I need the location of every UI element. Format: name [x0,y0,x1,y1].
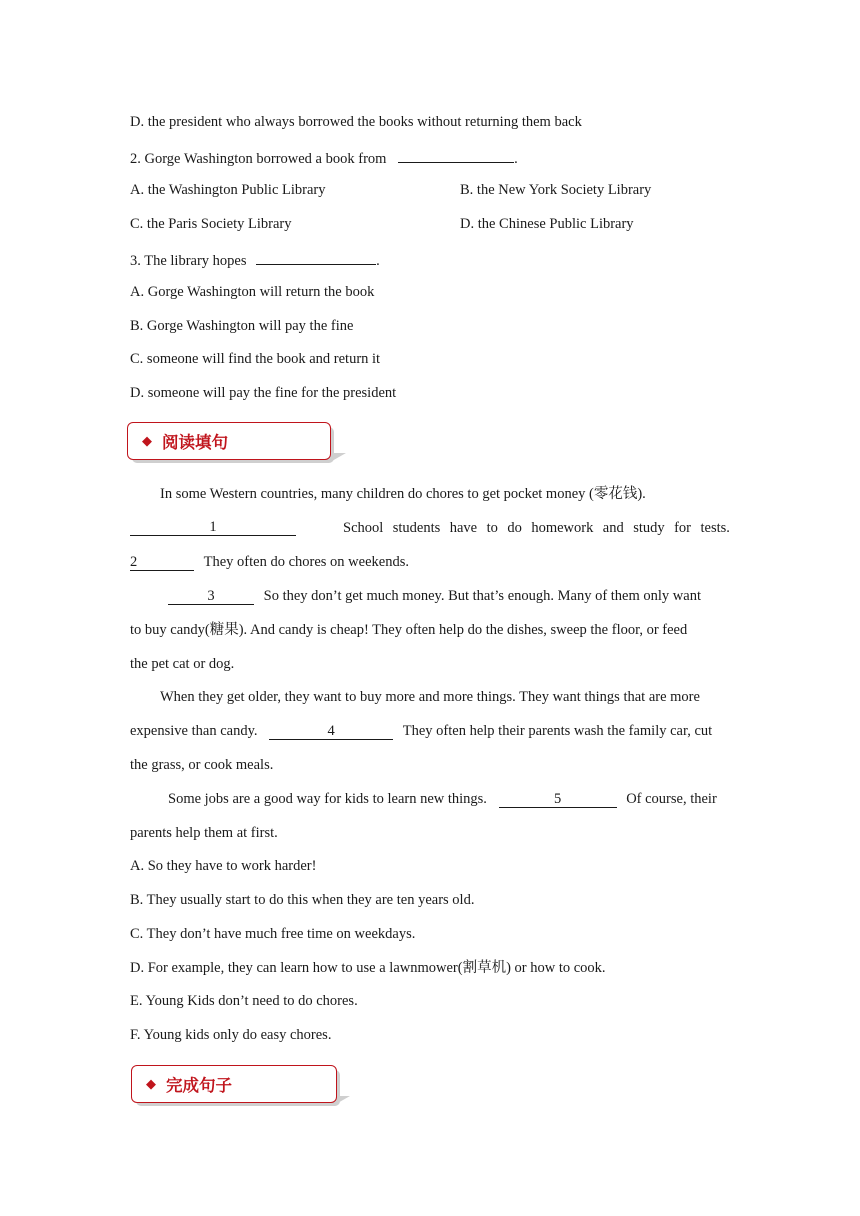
word: do [507,520,522,536]
answer-blank [398,147,514,163]
diamond-icon: ◆ [146,1076,156,1092]
passage-line-blank-2 [130,553,730,571]
word: homework [531,520,594,536]
q2-option-a: A. the Washington Public Library [130,182,326,198]
passage-text: Some jobs are a good way for kids to learn new things. [168,791,487,807]
q3-option-c: C. someone will find the book and return it [130,351,381,367]
passage-text: They often help their parents wash the family car, cut [402,723,713,739]
question-2-options-row-1 [130,181,730,199]
section-header-shadow [336,1096,350,1104]
answer-blank-2: 2 [130,554,194,571]
section-header-title: 阅读填句 [162,433,228,452]
word: study [633,520,665,536]
option-f: F. Young kids only do easy chores. [130,1027,332,1043]
passage-line: In some Western countries, many children do chores to get pocket money (零花钱). [160,486,646,502]
passage-text: So they don’t get much money. But that’s enough. Many of them only want [263,588,701,604]
question-2-options-row-2 [130,215,730,233]
option-c: C. They don’t have much free time on weekdays. [130,926,416,942]
passage-text: Of course, their [626,791,717,807]
passage-line-words [343,519,730,537]
passage-line: the pet cat or dog. [130,656,235,672]
passage-line-blank-3 [130,587,730,605]
answer-blank-1: 1 [130,519,296,536]
option-d: D. For example, they can learn how to use a lawnmower(割草机) or how to cook. [130,960,606,976]
passage-text: expensive than candy. [130,723,258,739]
diamond-icon: ◆ [142,433,152,449]
option-e: E. Young Kids don’t need to do chores. [130,993,358,1009]
option-a: A. So they have to work harder! [130,858,317,874]
passage-line-blank-5 [130,790,730,808]
q2-option-b: B. the New York Society Library [460,182,652,198]
passage-line: parents help them at first. [130,825,278,841]
word: for [674,520,692,536]
q3-option-b: B. Gorge Washington will pay the fine [130,318,354,334]
passage-text: They often do chores on weekends. [203,554,409,570]
word: have [449,520,478,536]
section-header-shadow [332,453,346,461]
word: to [486,520,498,536]
word: School [343,520,384,536]
q2-option-d: D. the Chinese Public Library [460,216,634,232]
option-b: B. They usually start to do this when they are ten years old. [130,892,475,908]
question-3-stem: 3. The library hopes [130,253,247,269]
question-2-stem: 2. Gorge Washington borrowed a book from [130,151,387,167]
answer-blank-5: 5 [499,791,617,808]
passage-line: to buy candy(糖果). And candy is cheap! They often help do the dishes, sweep the floor, or feed [130,622,688,638]
question-3-end: . [376,253,380,269]
word: students [392,520,441,536]
q1-option-d: D. the president who always borrowed the books without returning them back [130,114,582,130]
word: tests. [700,520,730,536]
question-2-end: . [514,151,518,167]
word: and [602,520,624,536]
passage-line: When they get older, they want to buy more and more things. They want things that are more [160,689,700,705]
section-header-complete-sentences [131,1065,337,1103]
answer-blank-3: 3 [168,588,254,605]
q3-option-a: A. Gorge Washington will return the book [130,284,375,300]
passage-line-blank-4 [130,722,730,740]
q3-option-d: D. someone will pay the fine for the president [130,385,397,401]
section-header-title: 完成句子 [166,1076,232,1095]
answer-blank-4: 4 [269,723,393,740]
q2-option-c: C. the Paris Society Library [130,216,292,232]
question-2 [130,147,730,168]
question-3 [130,249,730,270]
section-header-reading-fill [127,422,331,460]
passage-line: the grass, or cook meals. [130,757,274,773]
answer-blank [256,249,376,265]
